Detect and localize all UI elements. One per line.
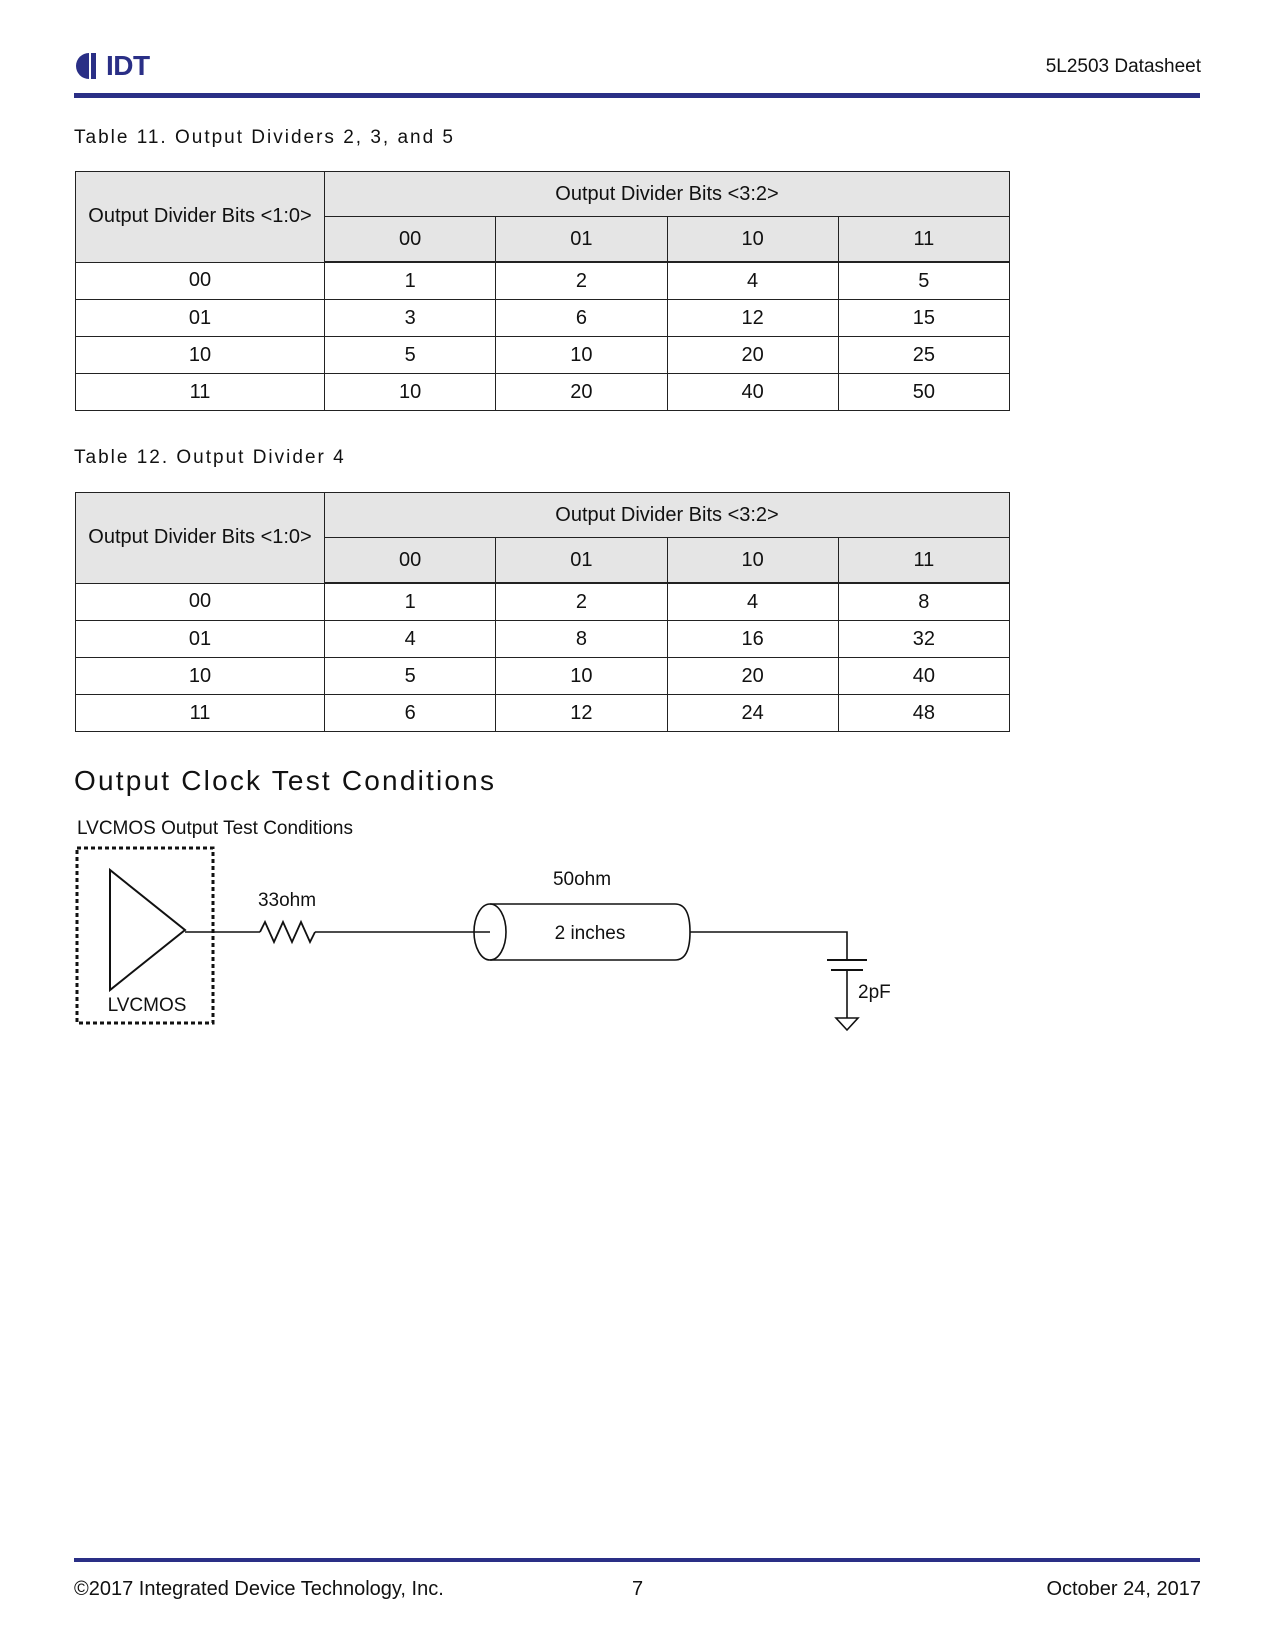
table-row — [76, 621, 1010, 658]
value-cell: 20 — [667, 337, 838, 374]
value-cell: 20 — [496, 374, 667, 411]
value-cell: 4 — [667, 583, 838, 621]
value-cell: 24 — [667, 695, 838, 732]
value-cell: 8 — [838, 583, 1009, 621]
table-row — [76, 374, 1010, 411]
idt-logo-text: IDT — [106, 50, 150, 81]
value-cell: 25 — [838, 337, 1009, 374]
footer-date: October 24, 2017 — [1046, 1578, 1201, 1600]
value-cell: 5 — [838, 262, 1009, 300]
value-cell: 8 — [496, 621, 667, 658]
column-group-header: Output Divider Bits <3:2> — [325, 172, 1010, 217]
idt-logo — [74, 50, 150, 82]
line-impedance-label: 50ohm — [552, 869, 612, 890]
value-cell: 32 — [838, 621, 1009, 658]
value-cell: 40 — [667, 374, 838, 411]
ground-icon — [836, 1018, 858, 1030]
row-bits-cell: 01 — [76, 300, 325, 337]
table-row — [76, 695, 1010, 732]
column-header: 00 — [325, 217, 496, 263]
column-header: 10 — [667, 217, 838, 263]
value-cell: 50 — [838, 374, 1009, 411]
column-group-header: Output Divider Bits <3:2> — [325, 493, 1010, 538]
row-bits-cell: 11 — [76, 695, 325, 732]
value-cell: 16 — [667, 621, 838, 658]
value-cell: 12 — [667, 300, 838, 337]
subsection-title: LVCMOS Output Test Conditions — [77, 818, 353, 839]
header-rule — [74, 93, 1200, 98]
value-cell: 10 — [496, 658, 667, 695]
value-cell: 5 — [325, 337, 496, 374]
line-length-label: 2 inches — [554, 923, 626, 944]
value-cell: 2 — [496, 262, 667, 300]
table-row — [76, 337, 1010, 374]
document-title: 5L2503 Datasheet — [1045, 56, 1201, 77]
capacitor-label: 2pF — [858, 982, 891, 1003]
value-cell: 10 — [325, 374, 496, 411]
row-bits-cell: 11 — [76, 374, 325, 411]
page-number: 7 — [632, 1578, 644, 1600]
table-11 — [75, 171, 1010, 411]
section-title: Output Clock Test Conditions — [74, 765, 497, 796]
value-cell: 6 — [496, 300, 667, 337]
footer-copyright: ©2017 Integrated Device Technology, Inc. — [74, 1578, 444, 1600]
resistor-icon — [260, 922, 315, 942]
value-cell: 1 — [325, 583, 496, 621]
row-header: Output Divider Bits <1:0> — [76, 493, 325, 584]
footer-rule — [74, 1558, 1200, 1562]
value-cell: 4 — [667, 262, 838, 300]
idt-logo-icon — [74, 51, 104, 81]
test-circuit-diagram — [0, 840, 1275, 1040]
value-cell: 3 — [325, 300, 496, 337]
value-cell: 1 — [325, 262, 496, 300]
row-bits-cell: 00 — [76, 583, 325, 621]
wire — [690, 932, 847, 960]
value-cell: 2 — [496, 583, 667, 621]
table-row — [76, 262, 1010, 300]
column-header: 10 — [667, 538, 838, 584]
value-cell: 40 — [838, 658, 1009, 695]
value-cell: 15 — [838, 300, 1009, 337]
value-cell: 20 — [667, 658, 838, 695]
value-cell: 6 — [325, 695, 496, 732]
driver-label: LVCMOS — [107, 995, 187, 1016]
column-header: 00 — [325, 538, 496, 584]
resistor-label: 33ohm — [257, 890, 317, 911]
value-cell: 4 — [325, 621, 496, 658]
row-bits-cell: 01 — [76, 621, 325, 658]
table-12 — [75, 492, 1010, 732]
table-row — [76, 583, 1010, 621]
column-header: 11 — [838, 217, 1009, 263]
row-bits-cell: 10 — [76, 658, 325, 695]
table-row — [76, 300, 1010, 337]
value-cell: 48 — [838, 695, 1009, 732]
value-cell: 12 — [496, 695, 667, 732]
row-header: Output Divider Bits <1:0> — [76, 172, 325, 263]
row-bits-cell: 10 — [76, 337, 325, 374]
column-header: 01 — [496, 538, 667, 584]
table-11-caption: Table 11. Output Dividers 2, 3, and 5 — [74, 127, 455, 148]
column-header: 01 — [496, 217, 667, 263]
table-row — [76, 658, 1010, 695]
table-12-caption: Table 12. Output Divider 4 — [74, 447, 346, 468]
row-bits-cell: 00 — [76, 262, 325, 300]
value-cell: 5 — [325, 658, 496, 695]
buffer-triangle-icon — [110, 870, 185, 990]
column-header: 11 — [838, 538, 1009, 584]
value-cell: 10 — [496, 337, 667, 374]
